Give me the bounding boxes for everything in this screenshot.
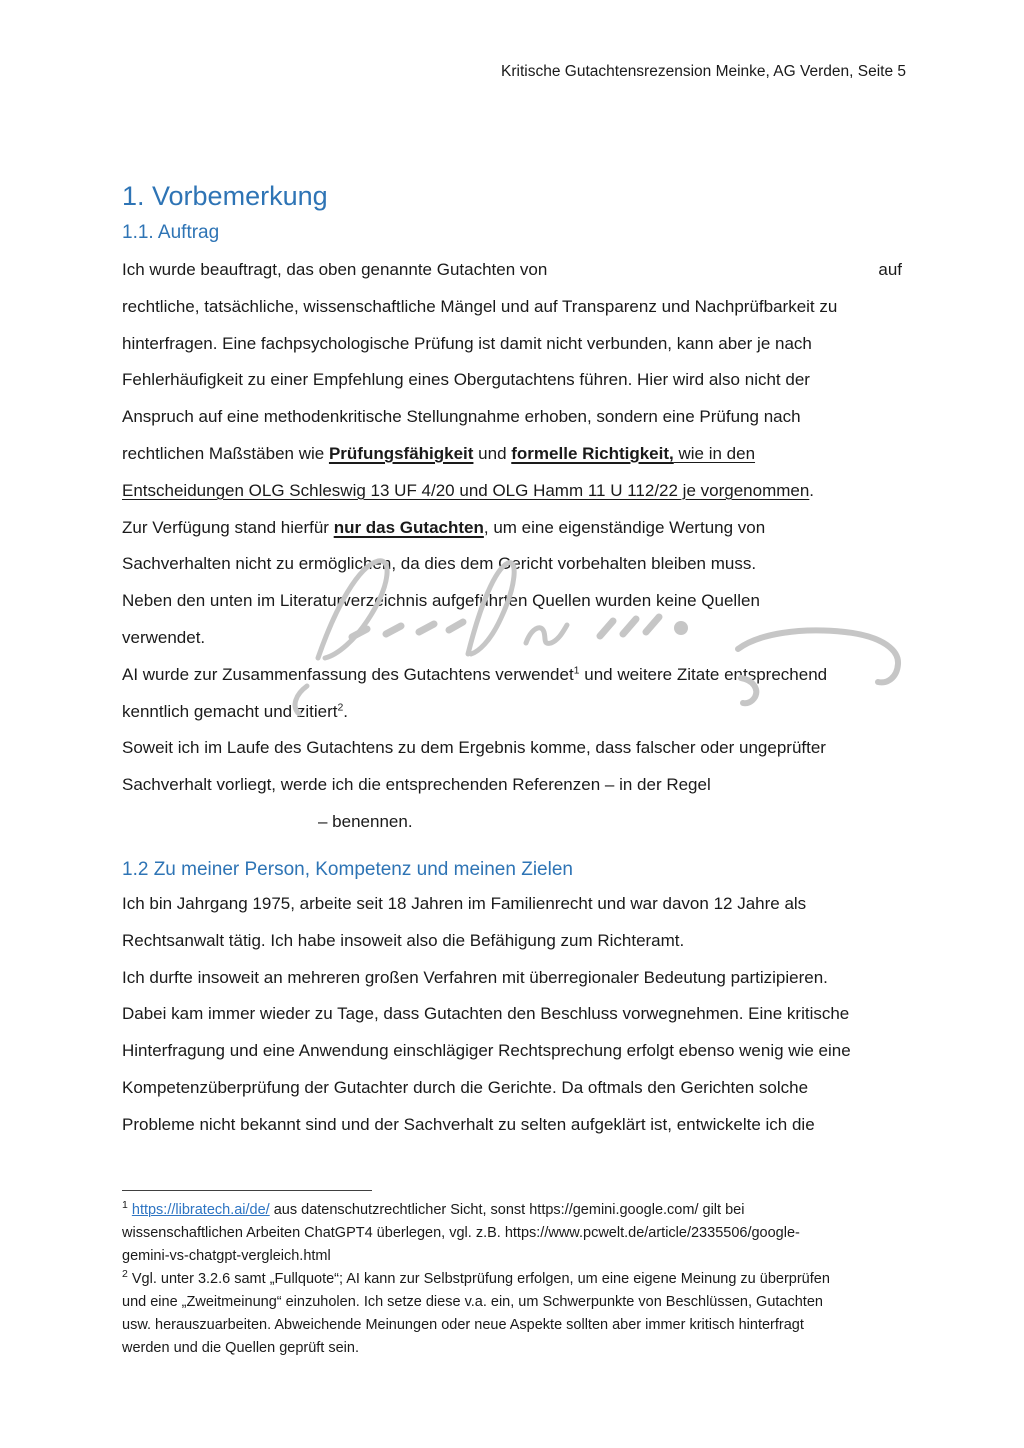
body-text: . xyxy=(343,701,349,721)
body-line xyxy=(122,694,902,731)
footnote-line: gemini-vs-chatgpt-vergleich.html xyxy=(122,1248,331,1264)
body-line: Hinterfragung und eine Anwendung einschlägiger Rechtsprechung erfolgt ebenso wenig wie eine xyxy=(122,1041,851,1061)
footnote-ref-1: 1 xyxy=(573,664,580,677)
body-line xyxy=(122,252,902,289)
footnote-line: werden und die Quellen geprüft sein. xyxy=(122,1340,359,1356)
underlined-text: wie in den xyxy=(673,443,756,463)
body-text: auf xyxy=(878,260,902,279)
body-text: Zur Verfügung stand hierfür xyxy=(122,517,334,537)
heading-1-vorbemerkung: 1. Vorbemerkung xyxy=(122,181,328,211)
footnote-line xyxy=(122,1268,922,1291)
footnote-text: Vgl. unter 3.2.6 samt „Fullquote“; AI kann zur Selbstprüfung erfolgen, um eine eigene Meinung zu überprüfen xyxy=(127,1271,830,1287)
footnote-line: usw. herauszuarbeiten. Abweichende Meinungen oder neue Aspekte sollten aber immer kritisch hinterfragt xyxy=(122,1317,804,1333)
body-text: kenntlich gemacht und zitiert xyxy=(122,701,338,721)
body-line: hinterfragen. Eine fachpsychologische Prüfung ist damit nicht verbunden, kann aber je nach xyxy=(122,333,812,353)
footnote-ref-2: 2 xyxy=(337,700,344,713)
footnote-text: aus datenschutzrechtlicher Sicht, sonst https://gemini.google.com/ gilt bei xyxy=(269,1202,745,1218)
body-line: Kompetenzüberprüfung der Gutachter durch die Gerichte. Da oftmals den Gerichten solche xyxy=(122,1077,809,1097)
footnote-marker-2: 2 xyxy=(122,1268,128,1281)
body-text: und weitere Zitate entsprechend xyxy=(579,664,828,684)
body-line xyxy=(122,473,902,510)
body-line: – benennen. xyxy=(318,811,413,831)
body-text: . xyxy=(809,480,815,500)
libratech-link[interactable]: https://libratech.ai/de/ xyxy=(131,1202,270,1218)
footnote-line: wissenschaftlichen Arbeiten ChatGPT4 überlegen, vgl. z.B. https://www.pcwelt.de/article/2335506/google- xyxy=(122,1225,800,1241)
body-line: Sachverhalten nicht zu ermöglichen, da dies dem Gericht vorbehalten bleiben muss. xyxy=(122,554,757,574)
body-line: Anspruch auf eine methodenkritische Stellungnahme erhoben, sondern eine Prüfung nach xyxy=(122,407,801,427)
emphasized-term: nur das Gutachten xyxy=(333,517,484,537)
emphasized-term: formelle Richtigkeit, xyxy=(511,443,674,463)
body-line: Soweit ich im Laufe des Gutachtens zu dem Ergebnis komme, dass falscher oder ungeprüfter xyxy=(122,738,826,758)
heading-1-1-auftrag: 1.1. Auftrag xyxy=(122,222,220,243)
section-1-2-body xyxy=(122,886,902,1144)
body-text: rechtlichen Maßstäben wie xyxy=(122,443,329,463)
body-line: Ich durfte insoweit an mehreren großen Verfahren mit überregionaler Bedeutung partizipieren. xyxy=(122,967,828,987)
body-line xyxy=(122,510,902,547)
body-line: Rechtsanwalt tätig. Ich habe insoweit also die Befähigung zum Richteramt. xyxy=(122,930,685,950)
emphasized-term: Prüfungsfähigkeit xyxy=(328,443,474,463)
body-line xyxy=(122,657,902,694)
footnote-line: und eine „Zweitmeinung“ einzuholen. Ich setze diese v.a. ein, um Schwerpunkte von Beschlüssen, Gutachten xyxy=(122,1294,823,1310)
section-1-1-body xyxy=(122,252,902,841)
footnote-line xyxy=(122,1199,922,1222)
body-text: AI wurde zur Zusammenfassung des Gutachtens verwendet xyxy=(122,664,574,684)
body-line: Probleme nicht bekannt sind und der Sachverhalt zu selten aufgeklärt ist, entwickelte ich die xyxy=(122,1114,815,1134)
footnote-separator xyxy=(122,1190,372,1191)
page-header: Kritische Gutachtensrezension Meinke, AG Verden, Seite 5 xyxy=(501,63,906,80)
body-line xyxy=(122,436,902,473)
body-text: Ich wurde beauftragt, das oben genannte Gutachten von xyxy=(122,260,548,279)
body-line: Fehlerhäufigkeit zu einer Empfehlung eines Obergutachtens führen. Hier wird also nicht der xyxy=(122,370,810,390)
footnote-marker-1: 1 xyxy=(122,1199,128,1212)
body-line: Dabei kam immer wieder zu Tage, dass Gutachten den Beschluss vorwegnehmen. Eine kritische xyxy=(122,1004,850,1024)
body-line: Ich bin Jahrgang 1975, arbeite seit 18 Jahren im Familienrecht und war davon 12 Jahre als xyxy=(122,894,807,913)
body-line: Sachverhalt vorliegt, werde ich die entsprechenden Referenzen – in der Regel xyxy=(122,775,711,795)
body-text: , um eine eigenständige Wertung von xyxy=(483,517,766,537)
body-line: Neben den unten im Literaturverzeichnis aufgeführten Quellen wurden keine Quellen xyxy=(122,591,760,611)
body-line: rechtliche, tatsächliche, wissenschaftliche Mängel und auf Transparenz und Nachprüfbarkeit zu xyxy=(122,296,838,316)
heading-1-2-person: 1.2 Zu meiner Person, Kompetenz und meinen Zielen xyxy=(122,859,573,880)
underlined-text: Entscheidungen OLG Schleswig 13 UF 4/20 und OLG Hamm 11 U 112/22 je vorgenommen xyxy=(122,480,810,500)
footnotes xyxy=(122,1199,922,1360)
body-text: und xyxy=(473,443,512,463)
body-line: verwendet. xyxy=(122,627,206,647)
